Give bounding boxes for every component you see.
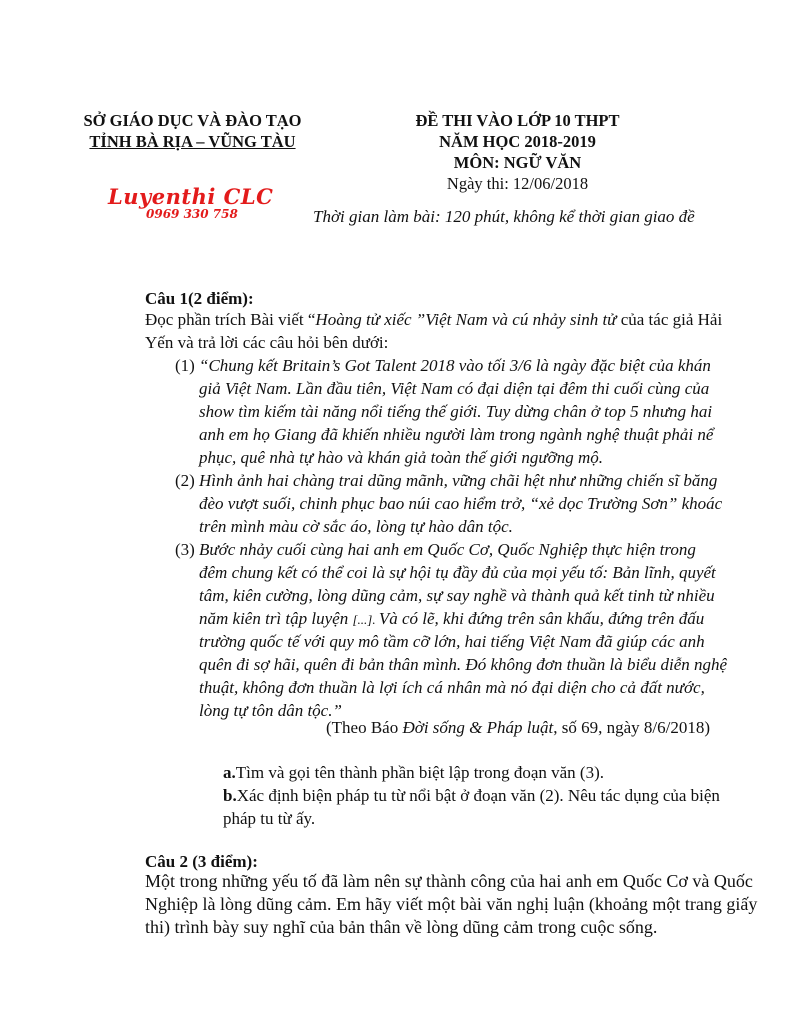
logo-phone: 0969 330 758 bbox=[146, 207, 238, 221]
q2-line: Nghiệp là lòng dũng cảm. Em hãy viết một bài văn nghị luận (khoảng một trang giấy bbox=[145, 894, 758, 914]
p3-line: Bước nhảy cuối cùng hai anh em Quốc Cơ, Quốc Nghiệp thực hiện trong bbox=[199, 540, 696, 559]
exam-date: Ngày thi: 12/06/2018 bbox=[446, 174, 589, 193]
part-b-label: b. bbox=[223, 786, 237, 805]
department-header bbox=[60, 110, 325, 152]
source-suffix: , số 69, ngày 8/6/2018) bbox=[553, 718, 711, 737]
part-b-text: Xác định biện pháp tu từ nổi bật ở đoạn văn (2). Nêu tác dụng của biện bbox=[236, 786, 720, 805]
p3-line: quên đi sợ hãi, quên đi bản thân mình. Đó không đơn thuần là biểu diễn nghệ bbox=[199, 655, 728, 674]
p3-line: trường quốc tế với quy mô tầm cỡ lớn, hai tiếng Việt Nam đã giúp các anh bbox=[199, 632, 705, 651]
p3-line: lòng tự tôn dân tộc.” bbox=[199, 701, 342, 720]
p3-line bbox=[199, 607, 704, 631]
subject: MÔN: NGỮ VĂN bbox=[453, 153, 582, 172]
q1-part-a bbox=[223, 761, 604, 784]
p3-line: tâm, kiên cường, lòng dũng cảm, sự say nghề và thành quả kết tinh từ nhiều bbox=[199, 586, 715, 605]
school-year: NĂM HỌC 2018-2019 bbox=[439, 132, 596, 151]
p2-line: Hình ảnh hai chàng trai dũng mãnh, vững chãi hệt như những chiến sĩ băng bbox=[199, 471, 718, 490]
logo-brand: Luyenthi CLC bbox=[108, 184, 274, 209]
p1-line: anh em họ Giang đã khiến nhiều người làm trong ngành nghệ thuật phải nể bbox=[199, 425, 714, 444]
part-a-text: Tìm và gọi tên thành phần biệt lập trong đoạn văn (3). bbox=[235, 763, 604, 782]
luyenthi-logo bbox=[108, 186, 273, 220]
source-newspaper: Đời sống & Pháp luật bbox=[402, 718, 554, 737]
department-name: SỞ GIÁO DỤC VÀ ĐÀO TẠO bbox=[83, 111, 302, 130]
q1-part-b-cont: pháp tu từ ấy. bbox=[223, 809, 316, 828]
q1-intro-a: Đọc phần trích Bài viết “ bbox=[145, 310, 316, 329]
p1-line: show tìm kiếm tài năng nổi tiếng thế giới. Tuy dừng chân ở top 5 nhưng hai bbox=[199, 402, 713, 421]
exam-title: ĐỀ THI VÀO LỚP 10 THPT bbox=[415, 111, 620, 130]
p3-number: (3) bbox=[175, 540, 195, 559]
p3-line: đêm chung kết có thể coi là sự hội tụ đầy đủ của mọi yếu tố: Bản lĩnh, quyết bbox=[199, 563, 716, 582]
p3-text: năm kiên trì tập luyện bbox=[199, 609, 353, 628]
p1-number: (1) bbox=[175, 356, 195, 375]
q1-title: Câu 1(2 điểm): bbox=[145, 289, 254, 308]
q2-line: Một trong những yếu tố đã làm nên sự thành công của hai anh em Quốc Cơ và Quốc bbox=[145, 871, 753, 891]
p3-ellipsis: [...]. bbox=[352, 612, 379, 627]
q1-intro-line-2: Yến và trả lời các câu hỏi bên dưới: bbox=[145, 333, 389, 352]
p1-line: giả Việt Nam. Lần đầu tiên, Việt Nam có đại diện tại đêm thi cuối cùng của bbox=[199, 379, 710, 398]
source-citation bbox=[326, 716, 710, 739]
p3-text: Và có lẽ, khi đứng trên sân khấu, đứng trên đấu bbox=[378, 609, 705, 628]
q1-article-title: Hoàng tử xiếc ”Việt Nam và cú nhảy sinh tử bbox=[315, 310, 617, 329]
q2-title: Câu 2 (3 điểm): bbox=[145, 852, 258, 871]
p1-line: phục, quê nhà tự hào và khán giả toàn thế giới ngưỡng mộ. bbox=[199, 448, 604, 467]
province-name: TỈNH BÀ RỊA – VŨNG TÀU bbox=[89, 132, 296, 151]
part-a-label: a. bbox=[223, 763, 236, 782]
time-note: Thời gian làm bài: 120 phút, không kể thời gian giao đề bbox=[313, 207, 695, 226]
p2-line: trên mình màu cờ sắc áo, lòng tự hào dân tộc. bbox=[199, 517, 513, 536]
p1-line: “Chung kết Britain’s Got Talent 2018 vào tối 3/6 là ngày đặc biệt của khán bbox=[199, 356, 711, 375]
p3-line: thuật, không đơn thuần là lợi ích cá nhân mà nó đại diện cho cả đất nước, bbox=[199, 678, 705, 697]
q2-line: thi) trình bày suy nghĩ của bản thân về lòng dũng cảm trong cuộc sống. bbox=[145, 917, 658, 937]
source-prefix: (Theo Báo bbox=[326, 718, 403, 737]
p2-number: (2) bbox=[175, 471, 195, 490]
exam-header bbox=[395, 110, 640, 194]
q1-intro-c: của tác giả Hải bbox=[616, 310, 723, 329]
q1-part-b bbox=[223, 784, 720, 807]
q1-intro-line-1 bbox=[145, 308, 722, 331]
p2-line: đèo vượt suối, chinh phục bao núi cao hiểm trở, “xẻ dọc Trường Sơn” khoác bbox=[199, 494, 723, 513]
